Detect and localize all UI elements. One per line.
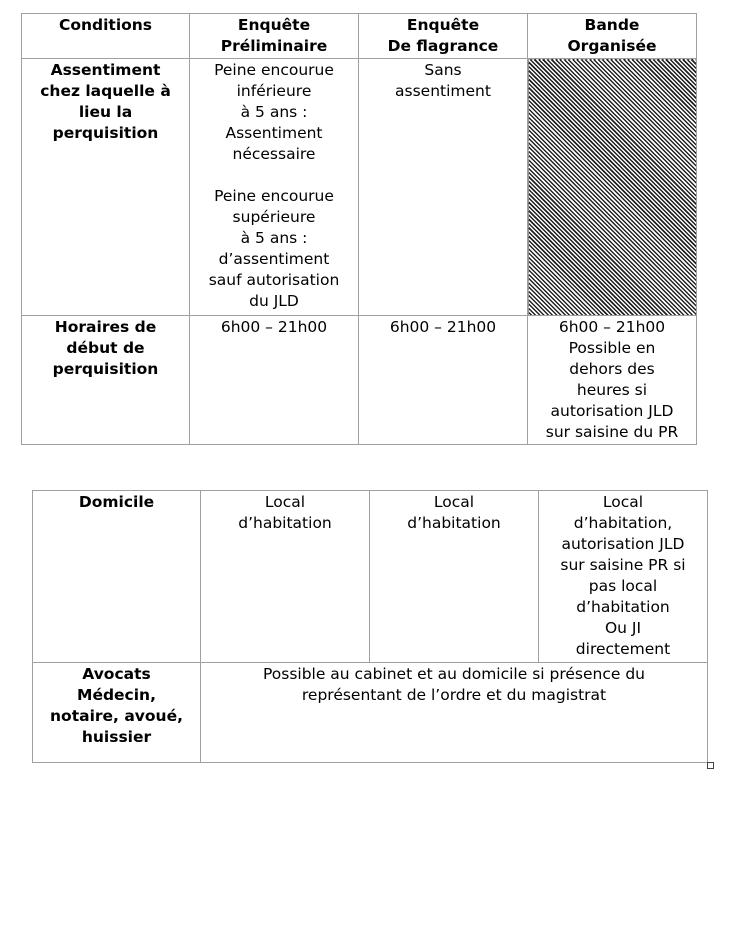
avocats-label-line: huissier <box>81 728 152 746</box>
domicile-prelim-line: Local <box>264 493 306 511</box>
header-conditions-text: Conditions <box>58 16 153 34</box>
header-bande-line: Bande <box>584 16 640 34</box>
assentiment-flagrance <box>359 59 528 316</box>
horaires-label-line: perquisition <box>52 360 159 378</box>
domicile-flagrance <box>370 491 539 663</box>
header-bande <box>528 14 697 59</box>
avocats-text <box>201 663 708 763</box>
domicile-table <box>32 490 708 763</box>
domicile-bande-line: autorisation JLD <box>561 535 685 553</box>
assentiment-label-line: perquisition <box>52 124 159 142</box>
domicile-flagrance-line: Local <box>433 493 475 511</box>
header-conditions <box>22 14 190 59</box>
assentiment-label-line: lieu la <box>78 103 133 121</box>
domicile-bande-line: Ou JI <box>604 619 642 637</box>
horaires-row <box>22 316 697 445</box>
horaires-bande-line: dehors des <box>569 360 655 378</box>
header-bande-line: Organisée <box>567 37 657 55</box>
assentiment-label <box>22 59 190 316</box>
horaires-bande-line: 6h00 – 21h00 <box>558 318 666 336</box>
assentiment-prelim-line: Peine encourue <box>214 61 334 79</box>
horaires-prelim <box>190 316 359 445</box>
header-flagrance-line: De flagrance <box>387 37 499 55</box>
avocats-text-line: Possible au cabinet et au domicile si présence du <box>262 665 646 683</box>
horaires-prelim-text: 6h00 – 21h00 <box>220 318 328 336</box>
domicile-row <box>33 491 708 663</box>
assentiment-prelim-line: Assentiment <box>225 124 323 142</box>
domicile-label-text: Domicile <box>78 493 155 511</box>
assentiment-prelim-line: supérieure <box>232 208 316 226</box>
header-prelim <box>190 14 359 59</box>
horaires-flagrance-text: 6h00 – 21h00 <box>389 318 497 336</box>
horaires-bande-line: autorisation JLD <box>550 402 674 420</box>
assentiment-prelim-line: à 5 ans : <box>240 229 308 247</box>
domicile-bande-line: pas local <box>588 577 658 595</box>
horaires-label <box>22 316 190 445</box>
avocats-label-line: Médecin, <box>77 686 156 704</box>
domicile-bande-line: directement <box>575 640 671 658</box>
domicile-bande-line: Local <box>602 493 644 511</box>
assentiment-prelim-line: sauf autorisation <box>208 271 340 289</box>
header-flagrance-line: Enquête <box>406 16 480 34</box>
assentiment-prelim-line: nécessaire <box>232 145 316 163</box>
domicile-bande-line: d’habitation <box>576 598 670 616</box>
avocats-row <box>33 663 708 763</box>
horaires-flagrance <box>359 316 528 445</box>
horaires-bande-line: heures si <box>576 381 648 399</box>
avocats-label-line: notaire, avoué, <box>50 707 183 725</box>
table-resize-handle[interactable] <box>707 762 714 769</box>
avocats-label-line: Avocats <box>82 665 151 683</box>
domicile-bande <box>539 491 708 663</box>
avocats-label <box>33 663 201 763</box>
horaires-label-line: début de <box>66 339 145 357</box>
assentiment-prelim <box>190 59 359 316</box>
assentiment-prelim-line: inférieure <box>236 82 312 100</box>
domicile-bande-line: d’habitation, <box>573 514 673 532</box>
horaires-bande <box>528 316 697 445</box>
paragraph-gap <box>194 165 354 186</box>
assentiment-prelim-line: du JLD <box>249 292 299 310</box>
assentiment-flagrance-line: assentiment <box>395 82 491 100</box>
header-row <box>22 14 697 59</box>
header-flagrance <box>359 14 528 59</box>
assentiment-bande-hatched <box>528 59 697 316</box>
assentiment-label-line: chez laquelle à <box>40 82 171 100</box>
domicile-label <box>33 491 201 663</box>
domicile-bande-line: sur saisine PR si <box>560 556 686 574</box>
assentiment-row <box>22 59 697 316</box>
perquisition-conditions-table <box>21 13 697 445</box>
assentiment-prelim-line: à 5 ans : <box>240 103 308 121</box>
header-prelim-line: Enquête <box>237 16 311 34</box>
domicile-flagrance-line: d’habitation <box>407 514 501 532</box>
horaires-bande-line: sur saisine du PR <box>545 423 679 441</box>
domicile-prelim <box>201 491 370 663</box>
assentiment-flagrance-line: Sans <box>424 61 462 79</box>
horaires-bande-line: Possible en <box>568 339 656 357</box>
assentiment-prelim-line: Peine encourue <box>214 187 334 205</box>
assentiment-prelim-line: d’assentiment <box>218 250 330 268</box>
header-prelim-line: Préliminaire <box>220 37 328 55</box>
domicile-prelim-line: d’habitation <box>238 514 332 532</box>
assentiment-label-line: Assentiment <box>50 61 161 79</box>
avocats-text-line: représentant de l’ordre et du magistrat <box>301 686 607 704</box>
horaires-label-line: Horaires de <box>54 318 157 336</box>
